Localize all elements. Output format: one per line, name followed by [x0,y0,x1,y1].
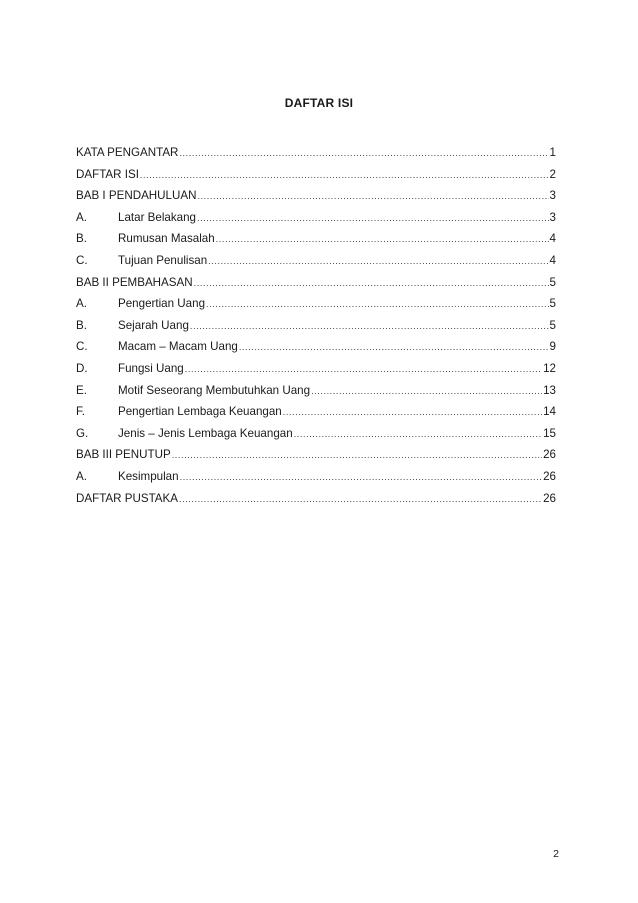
toc-leader-dots [208,251,548,273]
toc-entry [76,272,556,294]
toc-leader-dots [172,445,542,467]
toc-page-number: 9 [549,340,556,354]
toc-page-number: 12 [543,361,556,375]
toc-entry [76,293,556,315]
toc-leader-dots [294,424,542,446]
toc-label: Macam – Macam Uang [118,340,238,354]
toc-label: Kesimpulan [118,469,179,483]
toc-page-number: 26 [543,448,556,462]
toc-leader-dots [197,208,549,230]
toc-entry [76,336,556,358]
toc-page-number: 26 [543,469,556,483]
toc-letter: D. [76,361,88,375]
toc-leader-dots [179,489,542,511]
toc-letter: E. [76,383,87,397]
toc-letter: B. [76,318,87,332]
toc-leader-dots [194,273,549,295]
toc-page-number: 1 [549,146,556,159]
toc-entry [76,423,556,445]
toc-letter: G. [76,426,89,440]
toc-letter: B. [76,232,87,246]
toc-page-number: 26 [543,491,556,505]
toc-leader-dots [283,402,542,424]
toc-leader-dots [190,316,549,338]
toc-page-number: 3 [549,210,556,224]
toc-page-number: 2 [549,167,556,181]
toc-entry [76,488,556,510]
toc-page-number: 13 [543,383,556,397]
toc-entry [76,315,556,337]
toc-entry [76,164,556,186]
toc-leader-dots [239,337,549,359]
toc-leader-dots [197,186,548,208]
toc-leader-dots [179,143,548,165]
toc-page-number: 14 [543,405,556,419]
toc-label: DAFTAR PUSTAKA [76,491,178,505]
toc-letter: A. [76,297,87,311]
toc-label: Pengertian Uang [118,297,206,311]
toc-label: Rumusan Masalah [118,232,215,246]
toc-leader-dots [311,381,542,403]
toc-label: Jenis – Jenis Lembaga Keuangan [118,426,293,440]
toc-letter: A. [76,210,87,224]
toc-entry [76,250,556,272]
footer-page-number: 2 [553,848,559,860]
toc-page-number: 3 [549,189,556,203]
toc-label: Latar Belakang [118,210,196,224]
toc-page-number: 5 [549,318,556,332]
toc-label: BAB I PENDAHULUAN [76,189,197,203]
toc-entry [76,401,556,423]
table-of-contents [76,142,556,509]
toc-entry [76,380,556,402]
toc-letter: C. [76,253,88,267]
toc-label: KATA PENGANTAR [76,146,179,159]
toc-entry [76,466,556,488]
toc-page-number: 5 [549,297,556,311]
toc-entry [76,444,556,466]
toc-letter: C. [76,340,88,354]
toc-letter: F. [76,405,86,419]
toc-label: DAFTAR ISI [76,167,139,181]
toc-label: Tujuan Penulisan [118,253,208,267]
toc-page-number: 15 [543,426,556,440]
toc-leader-dots [216,229,549,251]
toc-leader-dots [185,359,542,381]
toc-entry [76,142,556,164]
toc-leader-dots [140,165,549,187]
toc-label: BAB II PEMBAHASAN [76,275,193,289]
toc-label: Motif Seseorang Membutuhkan Uang [118,383,311,397]
toc-entry [76,228,556,250]
toc-leader-dots [206,294,549,316]
toc-label: Fungsi Uang [118,361,184,375]
page-title: DAFTAR ISI [284,96,354,110]
toc-label: BAB III PENUTUP [76,448,171,462]
toc-entry [76,207,556,229]
toc-entry [76,358,556,380]
toc-page-number: 4 [549,232,556,246]
toc-page-number: 5 [549,275,556,289]
toc-leader-dots [180,467,543,489]
toc-entry [76,185,556,207]
toc-label: Pengertian Lembaga Keuangan [118,405,282,419]
toc-letter: A. [76,469,87,483]
toc-page-number: 4 [549,253,556,267]
toc-label: Sejarah Uang [118,318,189,332]
